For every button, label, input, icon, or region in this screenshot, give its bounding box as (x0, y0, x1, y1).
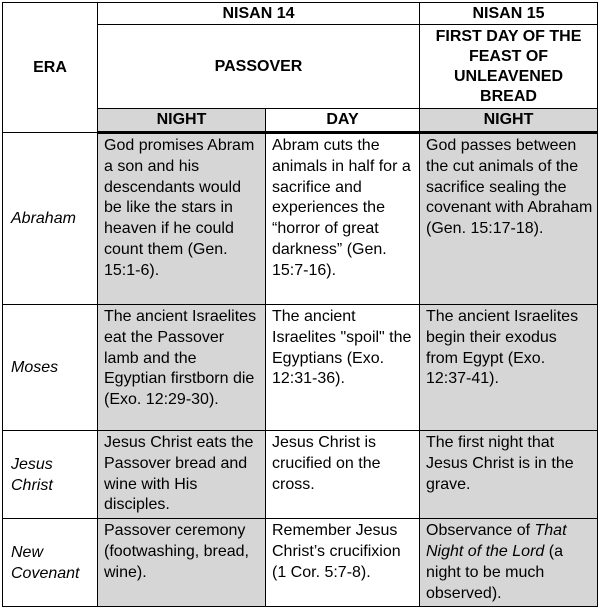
night15-text-pre: Observance of (426, 522, 535, 540)
table-row (3, 519, 598, 607)
night15-text-em: That Night of the Lord (426, 522, 567, 560)
passover-header: PASSOVER (98, 25, 420, 109)
nisan-14-header: NISAN 14 (98, 3, 420, 25)
day-cell: Jesus Christ is crucified on the cross. (266, 431, 420, 519)
day-cell: Abram cuts the animals in half for a sacrifice and experiences the “horror of great darkness” (Gen. 15:7-16). (266, 133, 420, 305)
night15-cell: God passes between the cut animals of the sacrifice sealing the covenant with Abraham (Gen. 15:17-18). (420, 133, 598, 305)
era-column-header: ERA (3, 3, 98, 133)
day-cell: Remember Jesus Christ’s crucifixion (1 Cor. 5:7-8). (266, 519, 420, 607)
table-row (3, 305, 598, 431)
feast-table-container (2, 2, 597, 602)
day-cell: The ancient Israelites "spoil" the Egyptians (Exo. 12:31-36). (266, 305, 420, 431)
night-cell: The ancient Israelites eat the Passover lamb and the Egyptian firstborn die (Exo. 12:29-30). (98, 305, 266, 431)
night15-cell (420, 519, 598, 607)
era-cell: Jesus Christ (3, 431, 98, 519)
nisan-comparison-table (2, 2, 598, 607)
era-cell: Moses (3, 305, 98, 431)
night-cell: Jesus Christ eats the Passover bread and wine with His disciples. (98, 431, 266, 519)
era-cell: New Covenant (3, 519, 98, 607)
feast-header: FIRST DAY OF THE FEAST OF UNLEAVENED BREAD (420, 25, 598, 109)
nisan-15-header: NISAN 15 (420, 3, 598, 25)
night-cell: God promises Abram a son and his descendants would be like the stars in heaven if he could count them (Gen. 15:1-6). (98, 133, 266, 305)
night15-text-post: (a night to be much observed). (426, 542, 563, 602)
night-cell: Passover ceremony (footwashing, bread, wine). (98, 519, 266, 607)
table-row (3, 133, 598, 305)
era-cell: Abraham (3, 133, 98, 305)
table-row (3, 431, 598, 519)
day-subheader: DAY (266, 109, 420, 133)
night15-cell: The first night that Jesus Christ is in the grave. (420, 431, 598, 519)
night15-subheader: NIGHT (420, 109, 598, 133)
night15-cell: The ancient Israelites begin their exodus from Egypt (Exo. 12:37-41). (420, 305, 598, 431)
night-subheader: NIGHT (98, 109, 266, 133)
